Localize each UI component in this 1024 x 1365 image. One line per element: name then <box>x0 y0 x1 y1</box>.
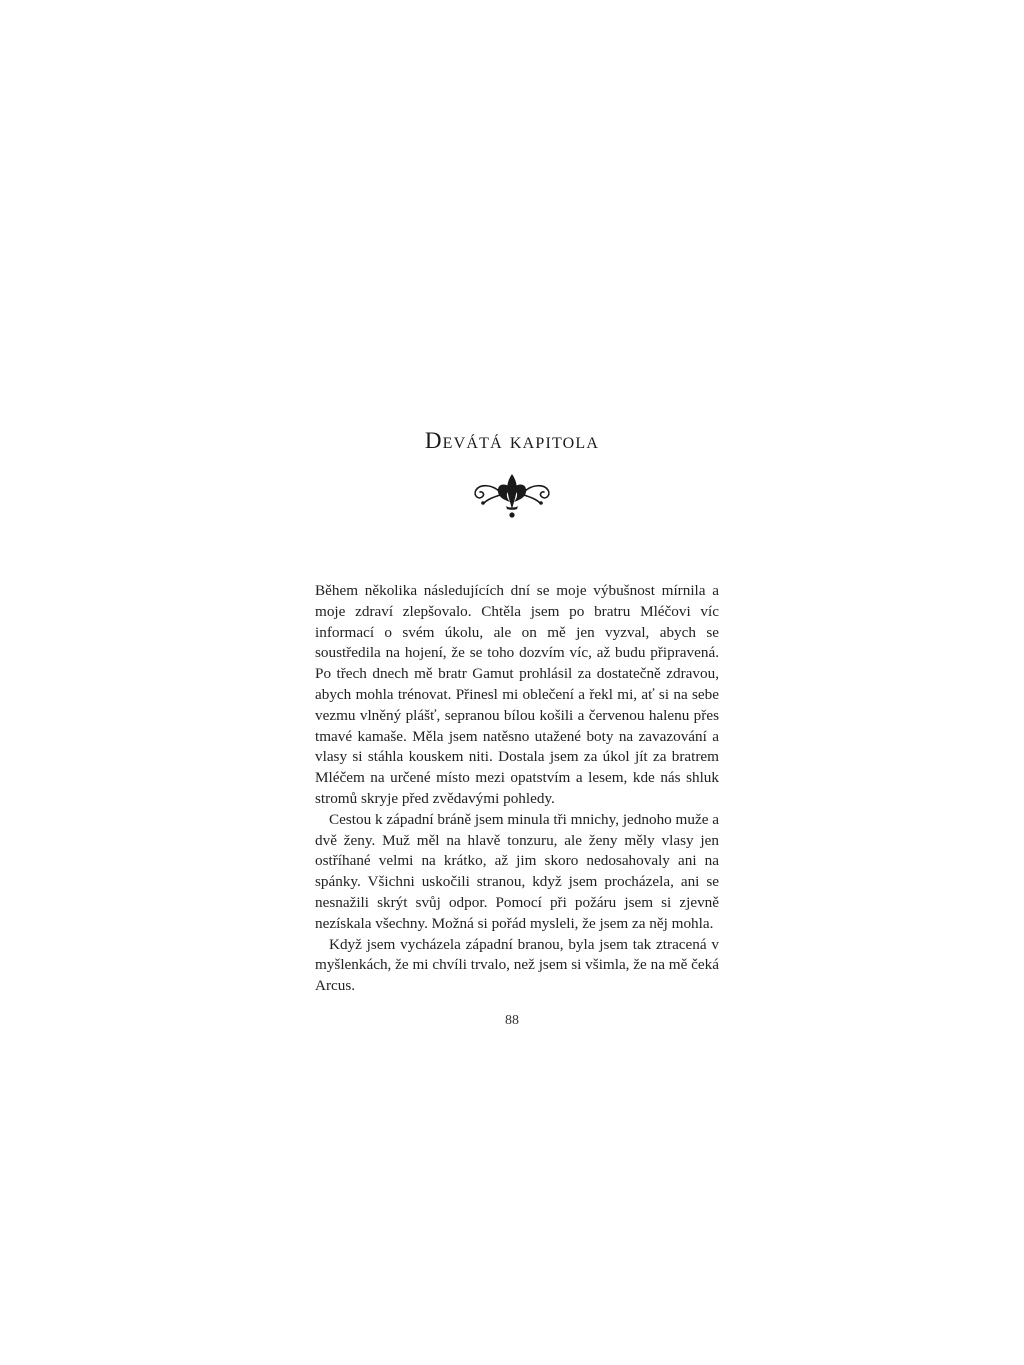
page-number: 88 <box>505 1013 519 1028</box>
chapter-body-text <box>315 581 719 997</box>
chapter-title: Devátá kapitola <box>424 428 600 453</box>
fleuron-ornament-icon <box>470 470 554 520</box>
paragraph: Během několika následujících dní se moje výbušnost mírnila a moje zdraví zlepšovalo. Chtěla jsem po bratru Mléčovi víc informací o svém úkolu, ale on mě jen vyzval, abych se soustředila na hojení, že se toho dozvím víc, až budu připravená. Po třech dnech mě bratr Gamut prohlásil za dostatečně zdravou, abych mohla trénovat. Přinesl mi oblečení a řekl mi, ať si na sebe vezmu vlněný plášť, sepranou bílou košili a červenou halenu přes tmavé kamaše. Měla jsem natěsno utažené boty na zavazování a vlasy si stáhla kouskem niti. Dostala jsem za úkol jít za bratrem Mléčem na určené místo mezi opatstvím a lesem, kde nás shluk stromů skryje před zvědavými pohledy. <box>315 582 719 807</box>
paragraph: Když jsem vycházela západní branou, byla jsem tak ztracená v myšlenkách, že mi chvíli trvalo, než jsem si všimla, že na mě čeká Arcus. <box>315 935 719 995</box>
paragraph: Cestou k západní bráně jsem minula tři mnichy, jednoho muže a dvě ženy. Muž měl na hlavě tonzuru, ale ženy měly vlasy jen ostříhané velmi na krátko, až jim skoro nedosahovaly ani na spánky. Všichni uskočili stranou, když jsem procházela, ani se nesnažili skrýt svůj odpor. Pomocí při požáru jsem si zjevně nezískala všechny. Možná si pořád mysleli, že jsem za něj mohla. <box>315 810 719 932</box>
